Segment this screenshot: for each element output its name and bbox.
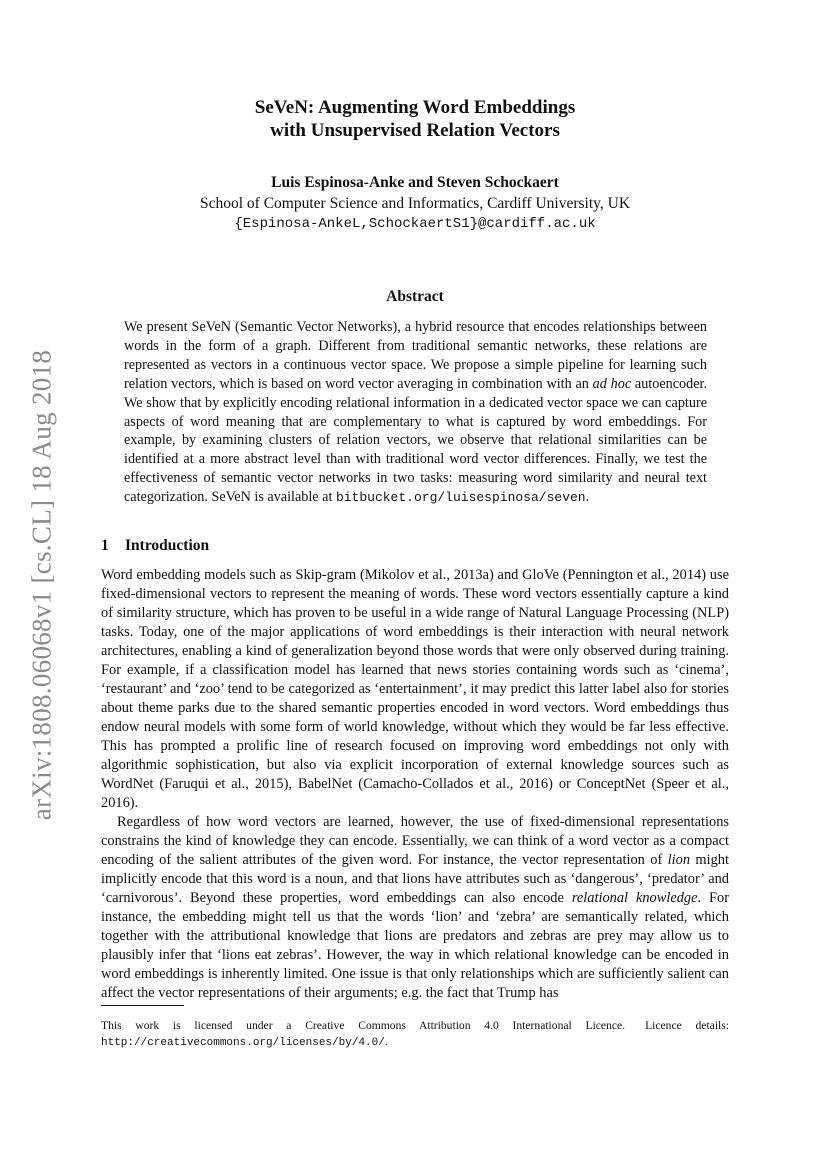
abstract-heading: Abstract xyxy=(386,288,444,305)
paper-title xyxy=(100,96,730,142)
arxiv-identifier-text: arXiv:1808.06068v1 [cs.CL] 18 Aug 2018 xyxy=(26,349,57,821)
paragraph-2-text-3: . For instance, the embedding might tell us that the words ‘lion’ and ‘zebra’ are semantically related, which together with the attributional knowledge that lions are predators and zebras are prey may allow us to plausibly infer that ‘lions eat zebras’. However, the way in which relational knowledge can be encoded in word embeddings is inherently limited. One issue is that only relationships which are sufficiently salient can affect the vector representations of their arguments; e.g. the fact that Trump has xyxy=(101,890,729,1001)
abstract-text-2: autoencoder. We show that by explicitly encoding relational information in a dedicated vector space we can capture aspects of word meaning that are complementary to what is captured by word embeddings. For example, by examining clusters of relation vectors, we observe that relational similarities can be identified at a more abstract level than with traditional word vector differences. Finally, we test the effectiveness of semantic vector networks in two tasks: measuring word similarity and neural text categorization. SeVeN is available at xyxy=(124,375,707,506)
author-email: {Espinosa-AnkeL,SchockaertS1}@cardiff.ac.uk xyxy=(234,216,596,232)
section-number: 1 xyxy=(101,537,109,554)
paragraph-1: Word embedding models such as Skip-gram (Mikolov et al., 2013a) and GloVe (Pennington et al., 2014) use fixed-dimensional vectors to represent the meaning of words. These word vectors essentially capture a kind of similarity structure, which has proven to be useful in a wide range of Natural Language Processing (NLP) tasks. Today, one of the major applications of word embeddings is their interaction with neural network architectures, enabling a kind of generalization beyond those words that were only observed during training. For example, if a classification model has learned that news stories containing words such as ‘cinema’, ‘restaurant’ and ‘zoo’ tend to be categorized as ‘entertainment’, it may predict this latter label also for stories about theme parks due to the shared semantic properties encoded in word vectors. Word embeddings thus endow neural models with some form of world knowledge, without which they would be far less effective. This has prompted a prolific line of research focused on improving word embeddings not only with algorithmic sophistication, but also via explicit incorporation of external knowledge sources such as WordNet (Faruqui et al., 2015), BabelNet (Camacho-Collados et al., 2016) or ConceptNet (Speer et al., 2016). xyxy=(101,567,729,811)
footnote-details-label: Licence details: xyxy=(645,1019,729,1032)
title-line-1: SeVeN: Augmenting Word Embeddings xyxy=(254,97,576,118)
abstract-url-link[interactable]: bitbucket.org/luisespinosa/seven xyxy=(335,490,586,506)
section-title: Introduction xyxy=(125,537,210,554)
paragraph-2 xyxy=(101,813,729,1003)
section-heading-introduction xyxy=(101,537,209,555)
abstract-body xyxy=(124,318,707,508)
footnote xyxy=(101,1018,729,1051)
footnote-end: . xyxy=(384,1035,388,1048)
abstract-text-1: We present SeVeN (Semantic Vector Networks), a hybrid resource that encodes relationships between words in the form of a graph. Different from traditional semantic networks, these relations are represented as vectors in a continuous vector space. We propose a simple pipeline for learning such relation vectors, which is based on word vector averaging in combination with an xyxy=(124,319,707,392)
paragraph-2-text-1: Regardless of how word vectors are learned, however, the use of fixed-dimensional representations constrains the kind of knowledge they can encode. Essentially, we can think of a word vector as a compact encoding of the salient attributes of the given word. For instance, the vector representation of xyxy=(101,814,729,868)
paragraph-2-text-2: might implicitly encode that this word is a noun, and that lions have attributes such as ‘dangerous’, ‘predator’ and ‘carnivorous’. Beyond these properties, word embeddings can also encode xyxy=(101,852,729,906)
title-line-2: with Unsupervised Relation Vectors xyxy=(270,120,560,141)
introduction-body xyxy=(101,566,729,1003)
author-names: Luis Espinosa-Anke and Steven Schockaert xyxy=(271,174,559,191)
paragraph-2-italic-lion: lion xyxy=(667,852,691,868)
abstract-end: . xyxy=(585,489,590,506)
abstract-italic-ad-hoc: ad hoc xyxy=(592,375,632,392)
footnote-license-url-link[interactable]: http://creativecommons.org/licenses/by/4.0/ xyxy=(101,1037,385,1049)
footnote-divider xyxy=(101,1005,184,1006)
footnote-license-text: This work is licensed under a Creative Commons Attribution 4.0 International Licence. xyxy=(101,1019,626,1032)
author-block xyxy=(100,172,730,235)
author-affiliation: School of Computer Science and Informatics, Cardiff University, UK xyxy=(199,195,631,212)
paragraph-2-italic-relational-knowledge: relational knowledge xyxy=(571,890,698,906)
